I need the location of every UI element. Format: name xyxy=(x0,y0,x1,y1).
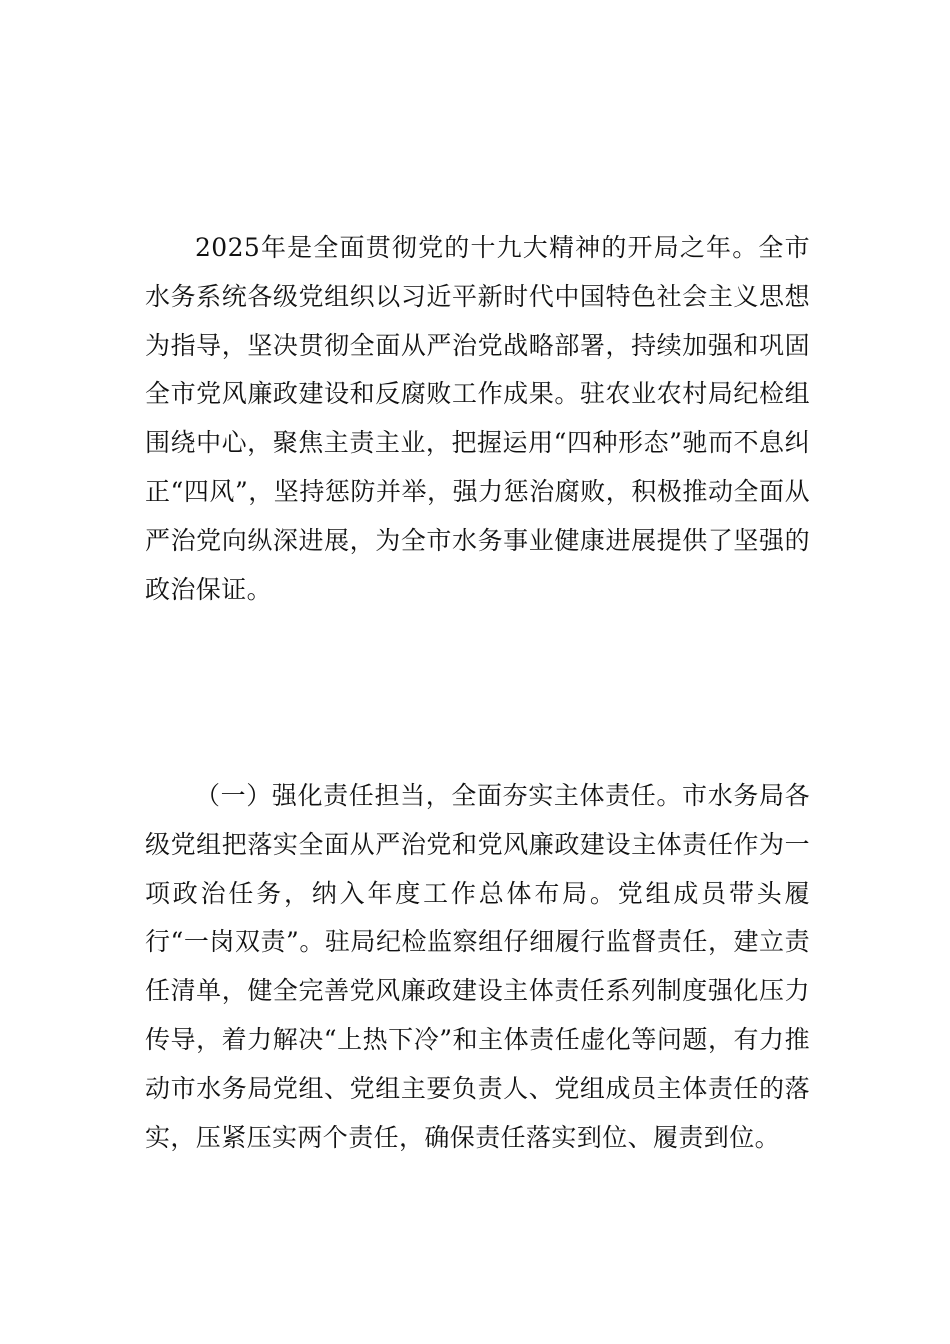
section-one-paragraph: （一）强化责任担当，全面夯实主体责任。市水务局各级党组把落实全面从严治党和党风廉政建设主体责任作为一项政治任务，纳入年度工作总体布局。党组成员带头履行“一岗双责”。驻局纪检监察组仔细履行监督责任，建立责任清单，健全完善党风廉政建设主体责任系列制度强化压力传导，着力解决“上热下冷”和主体责任虚化等问题，有力推动市水务局党组、党组主要负责人、党组成员主体责任的落实，压紧压实两个责任，确保责任落实到位、履责到位。 xyxy=(145,781,810,1152)
intro-paragraph: 2025年是全面贯彻党的十九大精神的开局之年。全市水务系统各级党组织以习近平新时代中国特色社会主义思想为指导，坚决贯彻全面从严治党战略部署，持续加强和巩固全市党风廉政建设和反腐败工作成果。驻农业农村局纪检组围绕中心，聚焦主责主业，把握运用“四种形态”驰而不息纠正“四风”，坚持惩防并举，强力惩治腐败，积极推动全面从严治党向纵深进展，为全市水务事业健康进展提供了坚强的政治保证。 xyxy=(145,233,810,604)
